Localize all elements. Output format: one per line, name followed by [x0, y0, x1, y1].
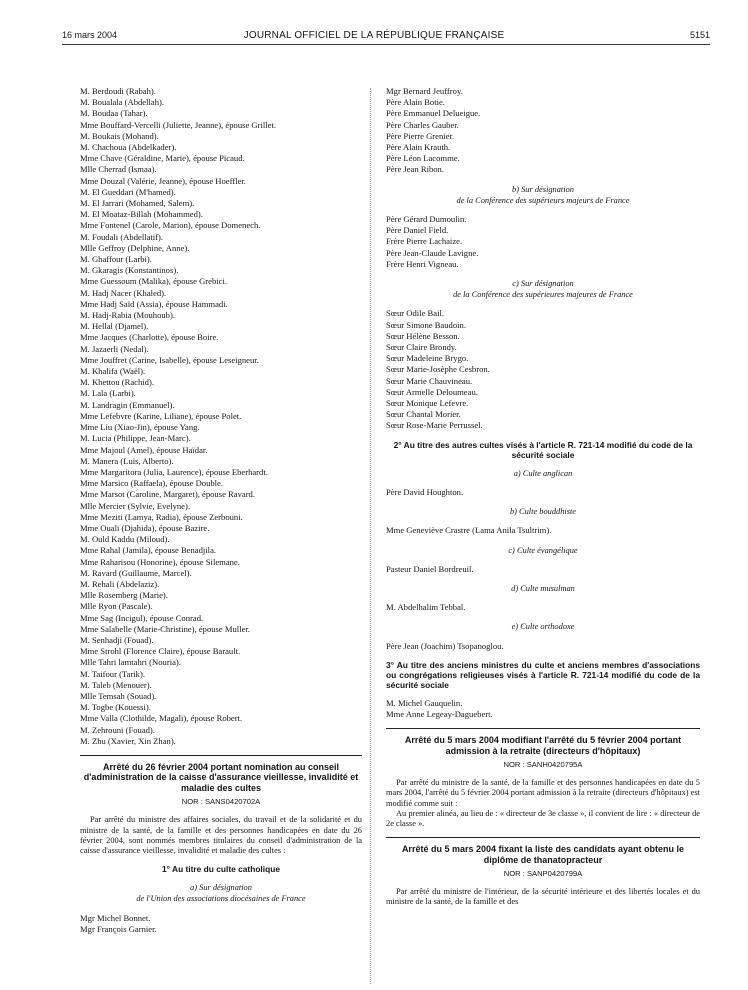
- list-item: Mlle Tahri lamtahri (Nouria).: [80, 657, 181, 668]
- list-item: Mme Lefebvre (Karine, Liliane), épouse Polet.: [80, 410, 242, 421]
- list-item: M. Michel Gauquelin.: [386, 697, 463, 708]
- list-item: Mme Ouali (Djahida), épouse Bazire.: [80, 522, 210, 533]
- list-item: Mgr Bernard Jeuffroy.: [386, 86, 463, 96]
- member-list: [386, 308, 700, 431]
- section-rule: [386, 837, 700, 838]
- list-item: Père Alain Krauth.: [386, 142, 451, 153]
- header-rule: [62, 44, 710, 45]
- list-item: Mme Strohl (Florence Claire), épouse Barault.: [80, 646, 241, 657]
- list-item: Mme Meziti (Lamya, Radia), épouse Zerbouni.: [80, 511, 243, 522]
- list-item: Père Charles Gauber.: [386, 119, 459, 130]
- list-item: Sœur Rose-Marie Perrussel.: [386, 420, 483, 431]
- list-item: Sœur Claire Brondy.: [386, 342, 457, 353]
- list-item: Sœur Armelle Deloumeau.: [386, 386, 478, 397]
- list-item: Mgr Michel Bonnet.: [80, 912, 151, 923]
- list-item: M. El Gueddari (M'hamed).: [80, 186, 176, 197]
- nor-reference: NOR : SANS0420702A: [181, 797, 261, 807]
- culte-heading: e) Culte orthodoxe: [511, 622, 575, 632]
- list-item: M. Gkaragis (Konstantinos).: [80, 265, 179, 276]
- list-item: Père Gérard Dumoulin.: [386, 214, 467, 225]
- subsection-heading: de la Conférence des supérieurs majeurs de France: [456, 195, 630, 205]
- page-header: [0, 30, 748, 44]
- list-item: M. Khalifa (Waël).: [80, 366, 146, 377]
- list-item: Mme Fontenel (Carole, Marion), épouse Domenech.: [80, 220, 261, 231]
- list-item: M. El Moataz-Billah (Mohammed).: [80, 209, 203, 220]
- list-item: Mlle Cherrad (Ismaa).: [80, 164, 157, 175]
- list-item: Mme Majoul (Amel), épouse Haïdar.: [80, 444, 208, 455]
- list-item: Mme Sag (Incigul), épouse Conrad.: [80, 612, 204, 623]
- culte-heading: c) Culte évangélique: [508, 545, 578, 555]
- list-item: Sœur Marie-Josèphe Cesbron.: [386, 364, 490, 375]
- list-item: Sœur Monique Lefevre.: [386, 398, 469, 409]
- list-item: M. Jazaerli (Nedal).: [80, 343, 149, 354]
- list-item: Père Jean Ribon.: [386, 164, 444, 175]
- list-item: M. Chachoua (Abdelkader).: [80, 142, 177, 153]
- section-heading: 1° Au titre du culte catholique: [162, 864, 280, 875]
- list-item: Sœur Marie Chauvineau.: [386, 375, 473, 386]
- list-item: Père Alain Botie.: [386, 97, 445, 108]
- list-item: M. Berdoudi (Rabah).: [80, 86, 156, 96]
- list-item: Père Jean-Claude Lavigne.: [386, 247, 479, 258]
- list-item: M. Boukais (Mohand).: [80, 130, 159, 141]
- list-item: Frère Henri Vigneau.: [386, 258, 459, 269]
- list-item: Mme Valla (Clothilde, Magali), épouse Robert.: [80, 713, 243, 724]
- list-item: M. El Jarrari (Mohamed, Salem).: [80, 198, 195, 209]
- left-column: [80, 86, 362, 935]
- list-item: M. Boudaa (Tahar).: [80, 108, 148, 119]
- arrete-title: Arrêté du 5 mars 2004 modifiant l'arrêté du 5 février 2004 portant admission à la retraite (directeurs d'hôpitaux): [404, 735, 682, 756]
- right-column: [386, 86, 700, 908]
- list-item: M. Zehrouni (Fouad).: [80, 724, 155, 735]
- list-item: Père Léon Lacomme.: [386, 153, 460, 164]
- list-item: Mme Anne Legeay-Daguebert.: [386, 708, 493, 719]
- list-item: Mme Hadj Saïd (Assia), épouse Hammadi.: [80, 298, 228, 309]
- list-item: Père Daniel Field.: [386, 225, 449, 236]
- list-item: M. Senhadji (Fouad).: [80, 634, 154, 645]
- list-item: Père Emmanuel Delueigue.: [386, 108, 481, 119]
- list-item: Mme Raharisou (Honorine), épouse Silemane.: [80, 556, 240, 567]
- list-item: Mgr François Garnier.: [80, 923, 157, 934]
- subsection-heading: de la Conférence des supérieures majeures de France: [453, 290, 633, 300]
- list-item: M. Hadj-Rabia (Mouhoub).: [80, 310, 175, 321]
- arrete-title: Arrêté du 26 février 2004 portant nomination au conseil d'administration de la caisse d'assurance vieillesse, invalidité et maladie des cultes: [83, 761, 359, 793]
- journal-title: JOURNAL OFFICIEL DE LA RÉPUBLIQUE FRANÇAISE: [243, 30, 505, 41]
- list-item: M. Lala (Larbi).: [80, 388, 136, 399]
- list-item: Mme Jacques (Charlotte), épouse Boire.: [80, 332, 219, 343]
- list-item: M. Taleb (Menouer).: [80, 679, 152, 690]
- list-item: Frère Pierre Lachaize.: [386, 236, 463, 247]
- member-list: [386, 698, 700, 720]
- member-name: Mme Geneviève Crastre (Lama Anila Tsultrim).: [386, 525, 552, 536]
- issue-date: 16 mars 2004: [62, 30, 118, 40]
- list-item: Mme Liu (Xiao-Jin), épouse Yang.: [80, 422, 200, 433]
- subsection-heading: a) Sur désignation: [190, 883, 252, 893]
- list-item: Mlle Temsah (Souad).: [80, 690, 157, 701]
- list-item: Père Pierre Grenier.: [386, 130, 455, 141]
- culte-heading: d) Culte musulman: [511, 583, 575, 593]
- list-item: M. Hellal (Djamel).: [80, 321, 149, 332]
- list-item: Mme Salabelle (Marie-Christine), épouse Muller.: [80, 623, 250, 634]
- subsection-heading: c) Sur désignation: [512, 279, 574, 289]
- list-item: Mme Rahal (Jamila), épouse Benadjila.: [80, 545, 217, 556]
- arrete-body: Par arrêté du ministre de l'intérieur, de la sécurité intérieure et des libertés locales et du ministre de la santé, de la famille et des: [386, 887, 700, 907]
- culte-heading: a) Culte anglican: [513, 468, 573, 478]
- list-item: Mme Marsot (Caroline, Margaret), épouse Ravard.: [80, 489, 256, 500]
- list-item: M. Foudali (Abdellatif).: [80, 231, 164, 242]
- list-item: Sœur Odile Bail.: [386, 308, 445, 319]
- member-list: [80, 913, 362, 935]
- list-item: M. Landragin (Emmanuel).: [80, 399, 175, 410]
- list-item: M. Khettou (Rachid).: [80, 377, 154, 388]
- list-item: M. Ghaffour (Larbi).: [80, 254, 152, 265]
- naturalisation-list: [80, 86, 362, 747]
- list-item: Mlle Mercier (Sylvie, Evelyne).: [80, 500, 191, 511]
- arrete-body: Par arrêté du ministre de la santé, de la famille et des personnes handicapées en date du 5 mars 2004, l'arrêté du 5 février 2004 portant admission à la retraite (directeurs d'hôpitaux) est modifié comme suit :: [386, 778, 700, 808]
- list-item: Sœur Chantal Morier.: [386, 409, 461, 420]
- list-item: M. Zhu (Xavier, Xin Zhan).: [80, 735, 176, 746]
- list-item: Mme Douzal (Valérie, Jeanne), épouse Hoeffler.: [80, 175, 246, 186]
- member-name: Pasteur Daniel Bordreuil.: [386, 563, 474, 574]
- section-heading: 3° Au titre des anciens ministres du culte et anciens membres d'associations ou congrégations religieuses visés à l'article R. 721-14 modifié du code de la sécurité sociale: [386, 659, 700, 690]
- list-item: M. Togbe (Kouessi).: [80, 702, 151, 713]
- list-item: Mlle Geffroy (Delphine, Anne).: [80, 242, 190, 253]
- list-item: Mlle Rosemberg (Marie).: [80, 590, 168, 601]
- list-item: Mme Bouffard-Vercelli (Juliette, Jeanne), épouse Grillet.: [80, 119, 276, 130]
- list-item: M. Ravard (Guillaume, Marcel).: [80, 567, 192, 578]
- page-number: 5151: [689, 30, 710, 40]
- arrete-body: Par arrêté du ministre des affaires sociales, du travail et de la solidarité et du ministre de la santé, de la famille et des personnes handicapées en date du 26 février 2004, sont nommés membres titulaires du conseil d'administration de la caisse d'assurance vieillesse, invalidité et maladie des cultes :: [80, 815, 362, 856]
- list-item: M. Boualala (Abdellah).: [80, 97, 165, 108]
- list-item: Mme Guessoum (Malika), épouse Grebici.: [80, 276, 228, 287]
- arrete-title: Arrêté du 5 mars 2004 fixant la liste des candidats ayant obtenu le diplôme de thanatopracteur: [401, 844, 685, 865]
- list-item: M. Rehali (Abdelaziz).: [80, 578, 160, 589]
- section-heading: 2° Au titre des autres cultes visés à l'article R. 721-14 modifié du code de la sécurité sociale: [393, 439, 693, 460]
- member-name: Père David Houghton.: [386, 486, 464, 497]
- list-item: M. Manera (Luis, Alberto).: [80, 455, 174, 466]
- list-item: Mme Margaritora (Julia, Laurence), épouse Eberhardt.: [80, 466, 268, 477]
- list-item: Mlle Ryon (Pascale).: [80, 601, 153, 612]
- nor-reference: NOR : SANP0420799A: [503, 868, 583, 878]
- list-item: Sœur Hélène Besson.: [386, 330, 460, 341]
- member-name: M. Abdelhalim Tebbal.: [386, 602, 466, 613]
- culte-heading: b) Culte bouddhiste: [509, 507, 577, 517]
- list-item: M. Hadj Nacer (Khaled).: [80, 287, 167, 298]
- list-item: Mme Jouffret (Carine, Isabelle), épouse Leseigneur.: [80, 354, 259, 365]
- list-item: M. Ould Kaddu (Miloud).: [80, 534, 170, 545]
- list-item: Sœur Simone Baudoin.: [386, 319, 466, 330]
- column-divider: [370, 88, 371, 984]
- member-list: [386, 214, 700, 270]
- subsection-heading: b) Sur désignation: [512, 184, 574, 194]
- subsection-heading: de l'Union des associations diocésaines de France: [136, 894, 306, 904]
- arrete-body: Au premier alinéa, au lieu de : « directeur de 3e classe », il convient de lire : « directeur de 2e classe ».: [386, 808, 700, 828]
- list-item: M. Lucia (Philippe, Jean-Marc).: [80, 433, 191, 444]
- section-rule: [80, 755, 362, 756]
- list-item: M. Taifour (Tarik).: [80, 668, 145, 679]
- list-item: Sœur Madeleine Brygo.: [386, 353, 469, 364]
- member-list: [386, 86, 700, 176]
- nor-reference: NOR : SANH0420795A: [503, 759, 583, 769]
- section-rule: [386, 728, 700, 729]
- list-item: Mme Marsico (Raffaela), épouse Double.: [80, 478, 224, 489]
- member-name: Père Jean (Joachim) Tsopanoglou.: [386, 640, 504, 651]
- list-item: Mme Chave (Géraldine, Marie), épouse Picaud.: [80, 153, 245, 164]
